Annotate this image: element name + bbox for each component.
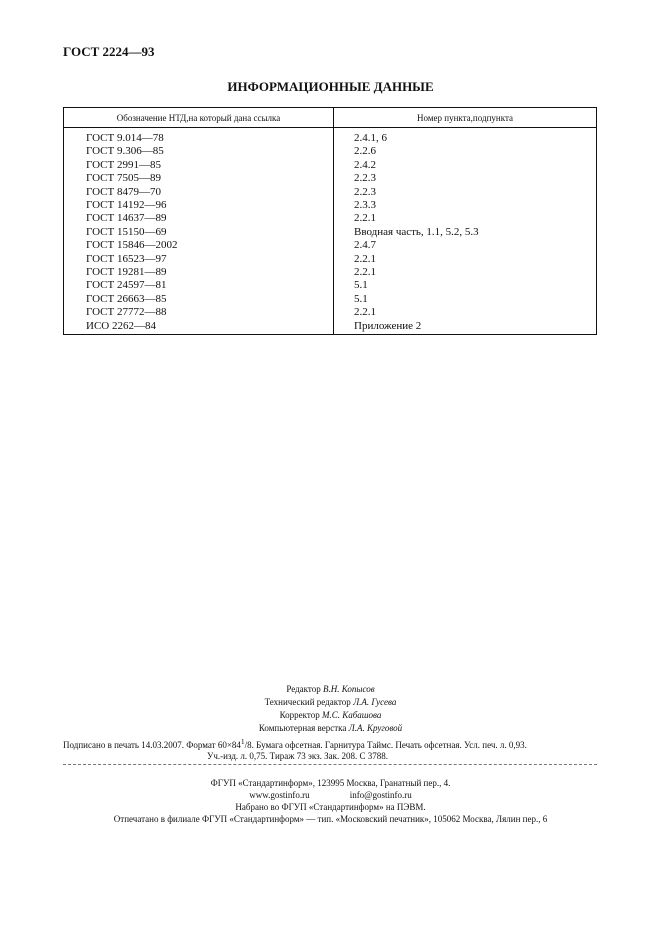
table-row <box>64 172 597 185</box>
table-row <box>64 226 597 239</box>
table-header-row <box>64 108 597 128</box>
table-row <box>64 199 597 212</box>
cell-document: ГОСТ 14192—96 <box>64 199 334 212</box>
cell-clause: 2.3.3 <box>334 199 597 212</box>
table-row <box>64 293 597 306</box>
cell-clause: 2.2.1 <box>334 266 597 279</box>
credit-name: Л.А. Круговой <box>348 723 403 733</box>
publisher-contacts <box>0 789 661 801</box>
credit-line <box>0 709 661 722</box>
publisher-address: ФГУП «Стандартинформ», 123995 Москва, Гранатный пер., 4. <box>210 778 451 788</box>
credit-name: М.С. Кабашова <box>321 710 382 720</box>
credit-line <box>0 722 661 735</box>
publisher-block <box>0 777 661 825</box>
credit-line <box>0 696 661 709</box>
credit-name: Л.А. Гусева <box>353 697 397 707</box>
cell-document: ГОСТ 24597—81 <box>64 279 334 292</box>
table-body <box>64 128 597 335</box>
cell-clause: 2.2.1 <box>334 212 597 225</box>
cell-document: ГОСТ 2991—85 <box>64 159 334 172</box>
table-row <box>64 239 597 252</box>
credits-block <box>0 683 661 735</box>
table-row <box>64 253 597 266</box>
cell-document: ГОСТ 9.014—78 <box>64 128 334 146</box>
divider <box>63 764 597 765</box>
table-row <box>64 320 597 335</box>
cell-clause: 2.2.6 <box>334 145 597 158</box>
format-superscript: 1 <box>240 737 245 746</box>
print-info-text: /8. Бумага офсетная. Гарнитура Таймс. Печать офсетная. Усл. печ. л. 0,93. <box>244 740 527 750</box>
credit-role: Корректор <box>279 710 320 720</box>
cell-clause: 5.1 <box>334 279 597 292</box>
credit-role: Редактор <box>286 684 321 694</box>
credit-role: Компьютерная верстка <box>258 723 347 733</box>
document-code: ГОСТ 2224—93 <box>63 44 155 59</box>
cell-document: ГОСТ 15846—2002 <box>64 239 334 252</box>
column-header-document: Обозначение НТД,на который дана ссылка <box>64 108 334 128</box>
cell-clause: Приложение 2 <box>334 320 597 335</box>
cell-document: ГОСТ 14637—89 <box>64 212 334 225</box>
table-row <box>64 186 597 199</box>
cell-document: ГОСТ 9.306—85 <box>64 145 334 158</box>
print-info-line-1 <box>63 736 597 751</box>
printed-note: Отпечатано в филиале ФГУП «Стандартинформ» — тип. «Московский печатник», 105062 Москва, Лялин пер., 6 <box>113 814 548 824</box>
print-info <box>63 736 597 762</box>
cell-clause: 5.1 <box>334 293 597 306</box>
table-row <box>64 306 597 319</box>
table-row <box>64 159 597 172</box>
table-row <box>64 128 597 146</box>
table-row <box>64 279 597 292</box>
cell-clause: 2.4.7 <box>334 239 597 252</box>
page-title: ИНФОРМАЦИОННЫЕ ДАННЫЕ <box>227 79 434 94</box>
print-info-text: Подписано в печать 14.03.2007. Формат 60×84 <box>63 740 241 750</box>
website-link: www.gostinfo.ru <box>249 790 310 800</box>
cell-document: ГОСТ 16523—97 <box>64 253 334 266</box>
cell-document: ИСО 2262—84 <box>64 320 334 335</box>
cell-clause: Вводная часть, 1.1, 5.2, 5.3 <box>334 226 597 239</box>
cell-document: ГОСТ 7505—89 <box>64 172 334 185</box>
table-row <box>64 212 597 225</box>
cell-document: ГОСТ 26663—85 <box>64 293 334 306</box>
cell-clause: 2.2.1 <box>334 253 597 266</box>
cell-clause: 2.2.3 <box>334 186 597 199</box>
cell-document: ГОСТ 19281—89 <box>64 266 334 279</box>
credit-name: В.Н. Копысов <box>323 684 375 694</box>
cell-document: ГОСТ 15150—69 <box>64 226 334 239</box>
cell-clause: 2.2.1 <box>334 306 597 319</box>
cell-clause: 2.4.2 <box>334 159 597 172</box>
column-header-clause: Номер пункта,подпункта <box>334 108 597 128</box>
reference-table <box>63 107 597 335</box>
cell-document: ГОСТ 8479—70 <box>64 186 334 199</box>
cell-clause: 2.2.3 <box>334 172 597 185</box>
credit-line <box>0 683 661 696</box>
table-row <box>64 266 597 279</box>
credit-role: Технический редактор <box>264 697 351 707</box>
cell-clause: 2.4.1, 6 <box>334 128 597 146</box>
email-link: info@gostinfo.ru <box>349 790 412 800</box>
typeset-note: Набрано во ФГУП «Стандартинформ» на ПЭВМ. <box>235 802 426 812</box>
cell-document: ГОСТ 27772—88 <box>64 306 334 319</box>
print-info-line-2: Уч.-изд. л. 0,75. Тираж 73 экз. Зак. 208. С 3788. <box>207 751 389 761</box>
table-row <box>64 145 597 158</box>
